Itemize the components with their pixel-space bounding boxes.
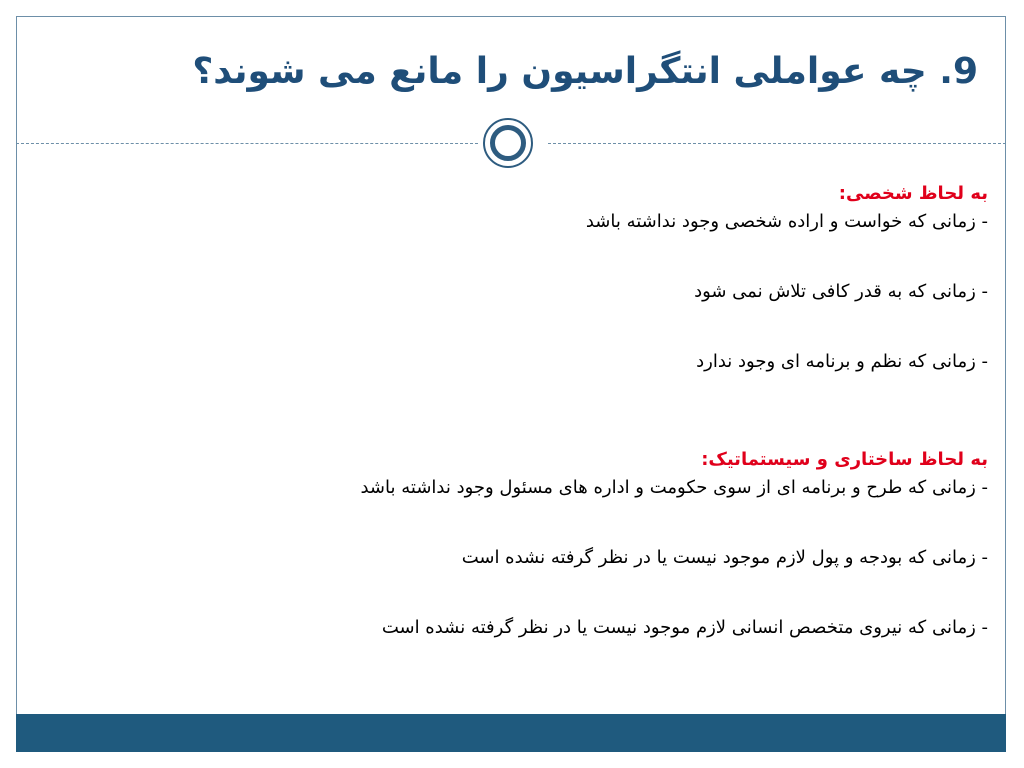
footer-bar bbox=[16, 714, 1006, 752]
list-item: - زمانی که بودجه و پول لازم موجود نیست یا در نظر گرفته نشده است bbox=[461, 547, 988, 568]
spacer bbox=[168, 376, 988, 446]
list-item: - زمانی که نظم و برنامه ای وجود ندارد bbox=[696, 351, 988, 372]
list-item: - زمانی که به قدر کافی تلاش نمی شود bbox=[694, 281, 988, 302]
title-divider-left bbox=[16, 143, 478, 144]
section-heading-structural: به لحاظ ساختاری و سیستماتیک: bbox=[701, 449, 988, 470]
section-heading-personal: به لحاظ شخصی: bbox=[838, 183, 988, 204]
spacer bbox=[168, 502, 988, 544]
spacer bbox=[168, 236, 988, 278]
spacer bbox=[168, 306, 988, 348]
list-item: - زمانی که خواست و اراده شخصی وجود نداشته باشد bbox=[585, 211, 988, 232]
spacer bbox=[168, 572, 988, 614]
title-divider-right bbox=[548, 143, 1006, 144]
slide-content bbox=[168, 180, 988, 642]
ring-ornament-icon bbox=[483, 118, 533, 168]
list-item: - زمانی که نیروی متخصص انسانی لازم موجود نیست یا در نظر گرفته نشده است bbox=[381, 617, 988, 638]
ring-ornament-inner bbox=[490, 125, 526, 161]
slide-title: 9. چه عواملی انتگراسیون را مانع می شوند؟ bbox=[192, 51, 978, 92]
list-item: - زمانی که طرح و برنامه ای از سوی حکومت و اداره های مسئول وجود نداشته باشد bbox=[360, 477, 988, 498]
